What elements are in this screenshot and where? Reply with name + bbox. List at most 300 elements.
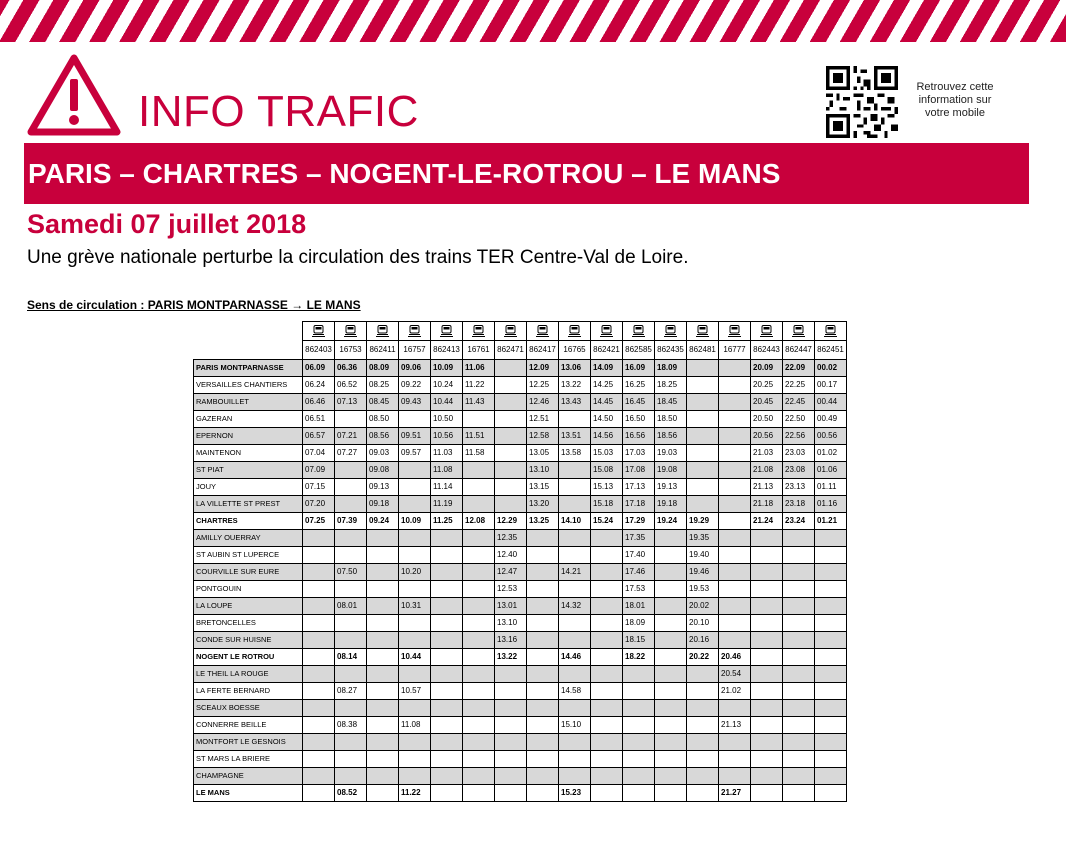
departure-time <box>399 768 431 785</box>
station-row <box>194 751 847 768</box>
departure-time <box>655 547 687 564</box>
departure-time <box>527 632 559 649</box>
departure-time: 08.56 <box>367 428 399 445</box>
departure-time: 19.46 <box>687 564 719 581</box>
departure-time <box>303 717 335 734</box>
departure-time: 07.25 <box>303 513 335 530</box>
departure-time <box>751 700 783 717</box>
departure-time: 11.03 <box>431 445 463 462</box>
striped-banner <box>0 0 1066 42</box>
station-name: LE MANS <box>194 785 303 802</box>
departure-time <box>399 751 431 768</box>
departure-time <box>591 530 623 547</box>
departure-time: 22.45 <box>783 394 815 411</box>
departure-time <box>495 428 527 445</box>
departure-time <box>495 717 527 734</box>
departure-time <box>591 683 623 700</box>
departure-time: 07.15 <box>303 479 335 496</box>
train-number: 862585 <box>623 341 655 360</box>
departure-time: 06.51 <box>303 411 335 428</box>
departure-time: 12.53 <box>495 581 527 598</box>
departure-time <box>399 581 431 598</box>
departure-time <box>463 547 495 564</box>
departure-time <box>495 445 527 462</box>
train-icon <box>431 322 463 341</box>
departure-time <box>783 598 815 615</box>
departure-time: 08.27 <box>335 683 367 700</box>
departure-time <box>303 615 335 632</box>
departure-time <box>591 785 623 802</box>
departure-time <box>367 751 399 768</box>
departure-time <box>719 428 751 445</box>
departure-time: 10.44 <box>399 649 431 666</box>
departure-time: 21.02 <box>719 683 751 700</box>
departure-time <box>783 734 815 751</box>
departure-time <box>815 751 847 768</box>
departure-time: 06.52 <box>335 377 367 394</box>
departure-time <box>559 615 591 632</box>
departure-time <box>815 581 847 598</box>
departure-time: 16.45 <box>623 394 655 411</box>
departure-time: 15.03 <box>591 445 623 462</box>
departure-time <box>783 615 815 632</box>
departure-time <box>495 462 527 479</box>
departure-time: 13.06 <box>559 360 591 377</box>
departure-time <box>719 768 751 785</box>
departure-time: 20.54 <box>719 666 751 683</box>
station-row <box>194 666 847 683</box>
departure-time: 09.13 <box>367 479 399 496</box>
departure-time: 06.09 <box>303 360 335 377</box>
departure-time <box>463 734 495 751</box>
departure-time: 10.31 <box>399 598 431 615</box>
departure-time <box>495 360 527 377</box>
departure-time <box>591 547 623 564</box>
departure-time <box>559 479 591 496</box>
departure-time: 10.20 <box>399 564 431 581</box>
departure-time <box>687 462 719 479</box>
departure-time <box>591 649 623 666</box>
departure-time: 12.58 <box>527 428 559 445</box>
departure-time <box>527 649 559 666</box>
departure-time <box>527 547 559 564</box>
info-trafic-title: INFO TRAFIC <box>138 87 419 136</box>
departure-time <box>463 666 495 683</box>
departure-time <box>431 683 463 700</box>
departure-time: 08.52 <box>335 785 367 802</box>
departure-time <box>783 683 815 700</box>
departure-time <box>303 768 335 785</box>
train-number: 862481 <box>687 341 719 360</box>
train-number: 16765 <box>559 341 591 360</box>
departure-time <box>303 530 335 547</box>
departure-time: 18.45 <box>655 394 687 411</box>
departure-time <box>783 649 815 666</box>
station-row <box>194 734 847 751</box>
departure-time: 06.46 <box>303 394 335 411</box>
train-icon <box>655 322 687 341</box>
departure-time: 19.29 <box>687 513 719 530</box>
departure-time <box>751 768 783 785</box>
departure-time <box>495 479 527 496</box>
station-name: VERSAILLES CHANTIERS <box>194 377 303 394</box>
departure-time <box>559 411 591 428</box>
departure-time: 07.04 <box>303 445 335 462</box>
header-blank <box>194 341 303 360</box>
departure-time <box>527 530 559 547</box>
departure-time <box>303 581 335 598</box>
departure-time <box>367 666 399 683</box>
station-row <box>194 683 847 700</box>
departure-time <box>335 479 367 496</box>
departure-time <box>559 666 591 683</box>
departure-time: 15.24 <box>591 513 623 530</box>
departure-time <box>751 717 783 734</box>
departure-time <box>751 785 783 802</box>
departure-time <box>719 700 751 717</box>
departure-time: 14.46 <box>559 649 591 666</box>
departure-time: 16.56 <box>623 428 655 445</box>
departure-time <box>431 530 463 547</box>
train-number: 862443 <box>751 341 783 360</box>
departure-time: 07.39 <box>335 513 367 530</box>
departure-time <box>335 581 367 598</box>
departure-time: 19.03 <box>655 445 687 462</box>
departure-time <box>527 717 559 734</box>
departure-time <box>303 598 335 615</box>
departure-time <box>367 598 399 615</box>
departure-time: 15.18 <box>591 496 623 513</box>
departure-time: 18.09 <box>655 360 687 377</box>
departure-time <box>815 734 847 751</box>
qr-caption: Retrouvez cette information sur votre mobile <box>916 81 994 119</box>
departure-time: 23.03 <box>783 445 815 462</box>
departure-time <box>687 768 719 785</box>
departure-time <box>463 496 495 513</box>
departure-time: 10.09 <box>431 360 463 377</box>
train-number: 16757 <box>399 341 431 360</box>
departure-time: 13.16 <box>495 632 527 649</box>
departure-time <box>527 751 559 768</box>
station-row <box>194 496 847 513</box>
departure-time: 09.06 <box>399 360 431 377</box>
departure-time: 08.25 <box>367 377 399 394</box>
departure-time <box>399 479 431 496</box>
departure-time: 10.44 <box>431 394 463 411</box>
station-row <box>194 700 847 717</box>
departure-time <box>623 666 655 683</box>
departure-time <box>815 649 847 666</box>
departure-time <box>719 479 751 496</box>
departure-time <box>783 785 815 802</box>
departure-time <box>399 615 431 632</box>
departure-time <box>655 666 687 683</box>
departure-time: 14.32 <box>559 598 591 615</box>
departure-time <box>367 615 399 632</box>
departure-time <box>431 581 463 598</box>
departure-time <box>463 530 495 547</box>
departure-time: 22.50 <box>783 411 815 428</box>
departure-time <box>303 564 335 581</box>
station-row <box>194 581 847 598</box>
departure-time: 08.09 <box>367 360 399 377</box>
departure-time: 12.08 <box>463 513 495 530</box>
departure-time: 07.27 <box>335 445 367 462</box>
departure-time: 20.45 <box>751 394 783 411</box>
departure-time <box>431 785 463 802</box>
departure-time: 01.16 <box>815 496 847 513</box>
departure-time <box>527 785 559 802</box>
departure-time <box>495 394 527 411</box>
departure-time: 12.51 <box>527 411 559 428</box>
departure-time <box>783 768 815 785</box>
station-name: NOGENT LE ROTROU <box>194 649 303 666</box>
departure-time: 15.10 <box>559 717 591 734</box>
departure-time: 01.02 <box>815 445 847 462</box>
departure-time <box>687 751 719 768</box>
departure-time: 07.50 <box>335 564 367 581</box>
departure-time: 00.56 <box>815 428 847 445</box>
train-icon <box>687 322 719 341</box>
departure-time <box>687 360 719 377</box>
departure-time <box>463 564 495 581</box>
qr-code[interactable] <box>826 66 898 138</box>
departure-time <box>463 598 495 615</box>
departure-time: 12.47 <box>495 564 527 581</box>
departure-time: 10.24 <box>431 377 463 394</box>
train-icon <box>623 322 655 341</box>
departure-time <box>463 785 495 802</box>
station-name: JOUY <box>194 479 303 496</box>
station-name: MAINTENON <box>194 445 303 462</box>
station-row <box>194 598 847 615</box>
departure-time: 20.10 <box>687 615 719 632</box>
departure-time: 13.20 <box>527 496 559 513</box>
departure-time <box>335 615 367 632</box>
departure-time <box>367 768 399 785</box>
station-row <box>194 479 847 496</box>
departure-time <box>303 666 335 683</box>
departure-time <box>559 734 591 751</box>
departure-time <box>719 734 751 751</box>
station-row <box>194 411 847 428</box>
departure-time: 21.08 <box>751 462 783 479</box>
header-blank <box>194 322 303 341</box>
departure-time <box>719 564 751 581</box>
departure-time: 11.43 <box>463 394 495 411</box>
departure-time: 00.02 <box>815 360 847 377</box>
departure-time: 21.27 <box>719 785 751 802</box>
station-row <box>194 377 847 394</box>
departure-time <box>687 785 719 802</box>
departure-time <box>751 666 783 683</box>
departure-time: 11.14 <box>431 479 463 496</box>
departure-time: 19.40 <box>687 547 719 564</box>
departure-time: 17.13 <box>623 479 655 496</box>
departure-time <box>527 615 559 632</box>
departure-time: 10.56 <box>431 428 463 445</box>
departure-time: 11.06 <box>463 360 495 377</box>
station-row <box>194 445 847 462</box>
departure-time: 13.25 <box>527 513 559 530</box>
departure-time <box>367 717 399 734</box>
departure-time <box>783 700 815 717</box>
station-name: CONNERRE BEILLE <box>194 717 303 734</box>
departure-time: 13.51 <box>559 428 591 445</box>
departure-time: 20.09 <box>751 360 783 377</box>
departure-time: 13.10 <box>527 462 559 479</box>
departure-time <box>559 751 591 768</box>
departure-time <box>687 717 719 734</box>
departure-time: 09.57 <box>399 445 431 462</box>
departure-time: 19.08 <box>655 462 687 479</box>
departure-time: 11.22 <box>463 377 495 394</box>
departure-time <box>527 666 559 683</box>
station-row <box>194 394 847 411</box>
departure-time <box>687 496 719 513</box>
departure-time <box>815 666 847 683</box>
departure-time <box>719 547 751 564</box>
departure-time: 23.13 <box>783 479 815 496</box>
departure-time <box>719 411 751 428</box>
station-name: PARIS MONTPARNASSE <box>194 360 303 377</box>
departure-time: 11.19 <box>431 496 463 513</box>
station-name: MONTFORT LE GESNOIS <box>194 734 303 751</box>
departure-time <box>335 666 367 683</box>
departure-time <box>655 717 687 734</box>
departure-time <box>463 649 495 666</box>
station-row <box>194 530 847 547</box>
departure-time <box>303 547 335 564</box>
departure-time <box>783 751 815 768</box>
departure-time <box>527 598 559 615</box>
departure-time: 23.08 <box>783 462 815 479</box>
departure-time <box>463 462 495 479</box>
departure-time <box>335 496 367 513</box>
station-row <box>194 649 847 666</box>
departure-time <box>719 530 751 547</box>
departure-time <box>463 411 495 428</box>
departure-time <box>687 479 719 496</box>
departure-time: 14.58 <box>559 683 591 700</box>
departure-time <box>559 496 591 513</box>
station-name: GAZERAN <box>194 411 303 428</box>
departure-time: 14.56 <box>591 428 623 445</box>
departure-time <box>559 768 591 785</box>
departure-time: 09.18 <box>367 496 399 513</box>
departure-time <box>655 598 687 615</box>
departure-time: 19.35 <box>687 530 719 547</box>
departure-time: 20.22 <box>687 649 719 666</box>
departure-time <box>367 683 399 700</box>
departure-time <box>655 683 687 700</box>
departure-time <box>815 598 847 615</box>
timetable <box>193 321 847 802</box>
departure-time <box>751 649 783 666</box>
departure-time <box>719 513 751 530</box>
station-row <box>194 615 847 632</box>
train-icon <box>783 322 815 341</box>
departure-time <box>431 734 463 751</box>
departure-time: 20.56 <box>751 428 783 445</box>
departure-time <box>751 683 783 700</box>
departure-time: 12.09 <box>527 360 559 377</box>
train-icon <box>719 322 751 341</box>
departure-time: 18.25 <box>655 377 687 394</box>
station-name: EPERNON <box>194 428 303 445</box>
train-icon-row <box>194 322 847 341</box>
departure-time <box>335 462 367 479</box>
departure-time <box>399 734 431 751</box>
departure-time <box>591 581 623 598</box>
train-icon <box>495 322 527 341</box>
departure-time: 15.13 <box>591 479 623 496</box>
departure-time <box>751 615 783 632</box>
departure-time <box>399 462 431 479</box>
departure-time: 11.22 <box>399 785 431 802</box>
departure-time <box>751 581 783 598</box>
departure-time: 11.25 <box>431 513 463 530</box>
departure-time <box>655 700 687 717</box>
train-icon <box>335 322 367 341</box>
departure-time <box>655 734 687 751</box>
departure-time <box>687 377 719 394</box>
departure-time <box>559 700 591 717</box>
departure-time: 00.44 <box>815 394 847 411</box>
departure-time <box>495 496 527 513</box>
departure-time <box>623 751 655 768</box>
departure-time <box>815 785 847 802</box>
departure-time <box>783 564 815 581</box>
station-row <box>194 564 847 581</box>
date-title: Samedi 07 juillet 2018 <box>27 209 307 239</box>
departure-time: 12.35 <box>495 530 527 547</box>
departure-time <box>495 768 527 785</box>
departure-time <box>431 666 463 683</box>
departure-time <box>815 717 847 734</box>
departure-time <box>495 666 527 683</box>
departure-time <box>719 632 751 649</box>
departure-time <box>559 632 591 649</box>
departure-time: 09.24 <box>367 513 399 530</box>
departure-time <box>303 785 335 802</box>
train-icon <box>559 322 591 341</box>
departure-time <box>399 411 431 428</box>
departure-time: 07.09 <box>303 462 335 479</box>
train-number: 862411 <box>367 341 399 360</box>
departure-time <box>463 717 495 734</box>
departure-time: 10.57 <box>399 683 431 700</box>
departure-time: 19.13 <box>655 479 687 496</box>
departure-time: 20.16 <box>687 632 719 649</box>
departure-time <box>623 683 655 700</box>
departure-time <box>495 411 527 428</box>
station-row <box>194 547 847 564</box>
departure-time <box>751 530 783 547</box>
departure-time: 16.09 <box>623 360 655 377</box>
departure-time <box>623 717 655 734</box>
departure-time <box>335 700 367 717</box>
departure-time: 11.08 <box>431 462 463 479</box>
departure-time <box>335 547 367 564</box>
departure-time <box>815 530 847 547</box>
departure-time: 12.29 <box>495 513 527 530</box>
station-row <box>194 768 847 785</box>
departure-time: 19.53 <box>687 581 719 598</box>
departure-time: 13.22 <box>495 649 527 666</box>
departure-time: 18.56 <box>655 428 687 445</box>
departure-time: 09.43 <box>399 394 431 411</box>
